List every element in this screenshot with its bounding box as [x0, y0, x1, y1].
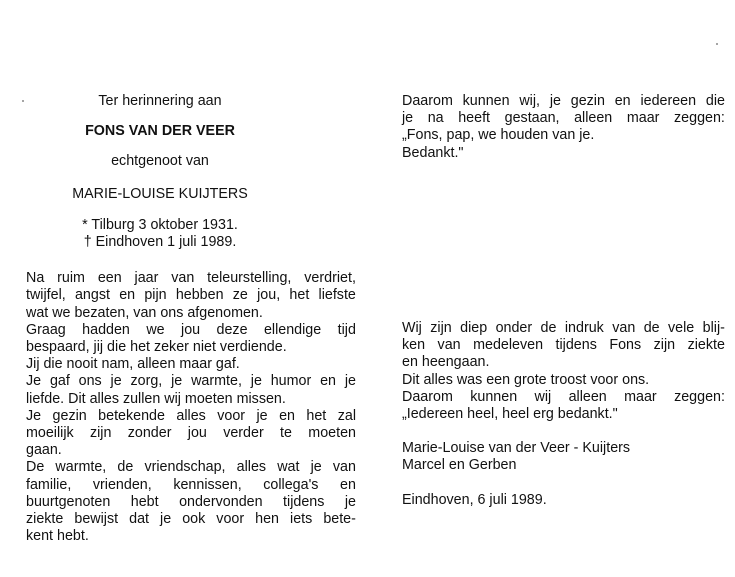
body-line: buurtgenoten hebt ondervonden tijdens je	[26, 493, 356, 510]
body-line: Daarom kunnen wij, je gezin en iedereen die	[402, 93, 725, 109]
place-date	[402, 492, 725, 509]
print-speck	[22, 100, 24, 102]
signature-line: Marcel en Gerben	[402, 457, 517, 474]
left-column	[26, 93, 356, 545]
right-bottom-text	[402, 320, 725, 509]
header-block	[26, 93, 294, 251]
body-line: De warmte, de vriendschap, alles wat je van	[26, 459, 356, 476]
body-line: bespaard, jij die het zeker niet verdiende.	[26, 339, 287, 356]
print-speck	[716, 43, 718, 45]
place-date-text: Eindhoven, 6 juli 1989.	[402, 491, 547, 508]
body-line: kent hebt.	[26, 528, 89, 545]
relation-text: echtgenoot van	[111, 153, 209, 170]
body-line: „Iedereen heel, heel erg bedankt."	[402, 406, 618, 423]
body-line: ken van medeleven tijdens Fons zijn ziekte	[402, 337, 725, 354]
spouse-name: MARIE-LOUISE KUIJTERS	[72, 185, 248, 202]
body-line: liefde. Dit alles zullen wij moeten missen.	[26, 390, 286, 407]
signature-line: Marie-Louise van der Veer - Kuijters	[402, 440, 631, 457]
body-line: „Fons, pap, we houden van je.	[402, 127, 595, 144]
body-line: Na ruim een jaar van teleurstelling, verdriet,	[26, 270, 356, 287]
body-line: Bedankt."	[402, 144, 464, 161]
body-line: familie, vrienden, kennissen, collega's en	[26, 476, 356, 493]
body-line: Wij zijn diep onder de indruk van de vele blij-	[402, 320, 725, 336]
body-line: wat we bezaten, van ons afgenomen.	[26, 304, 263, 321]
death-date: † Eindhoven 1 juli 1989.	[83, 234, 237, 251]
right-top-text	[402, 93, 725, 162]
right-column	[402, 93, 725, 508]
birth-date: * Tilburg 3 oktober 1931.	[82, 216, 238, 233]
left-body-text	[26, 270, 356, 545]
body-line: Daarom kunnen wij alleen maar zeggen:	[402, 388, 725, 405]
body-line: Dit alles was een grote troost voor ons.	[402, 371, 650, 388]
body-line: Jij die nooit nam, alleen maar gaf.	[26, 356, 240, 373]
body-line: Je gaf ons je zorg, je warmte, je humor en je	[26, 373, 356, 390]
body-line: ziekte bewijst dat je ook voor hen iets bete-	[26, 511, 356, 528]
deceased-name: FONS VAN DER VEER	[85, 123, 235, 140]
body-line: en heengaan.	[402, 354, 490, 371]
intro-text: Ter herinnering aan	[98, 93, 222, 109]
body-line: gaan.	[26, 442, 62, 459]
body-line: twijfel, angst en pijn hebben ze jou, het liefste	[26, 287, 356, 304]
dates-block	[26, 217, 294, 251]
body-line: Graag hadden we jou deze ellendige tijd	[26, 321, 356, 338]
body-line: moeilijk zijn zonder jou verder te moeten	[26, 425, 356, 442]
body-line: Je gezin betekende alles voor je en het zal	[26, 407, 356, 424]
body-line: je na heeft gestaan, alleen maar zeggen:	[402, 110, 725, 127]
signature-block	[402, 440, 725, 474]
